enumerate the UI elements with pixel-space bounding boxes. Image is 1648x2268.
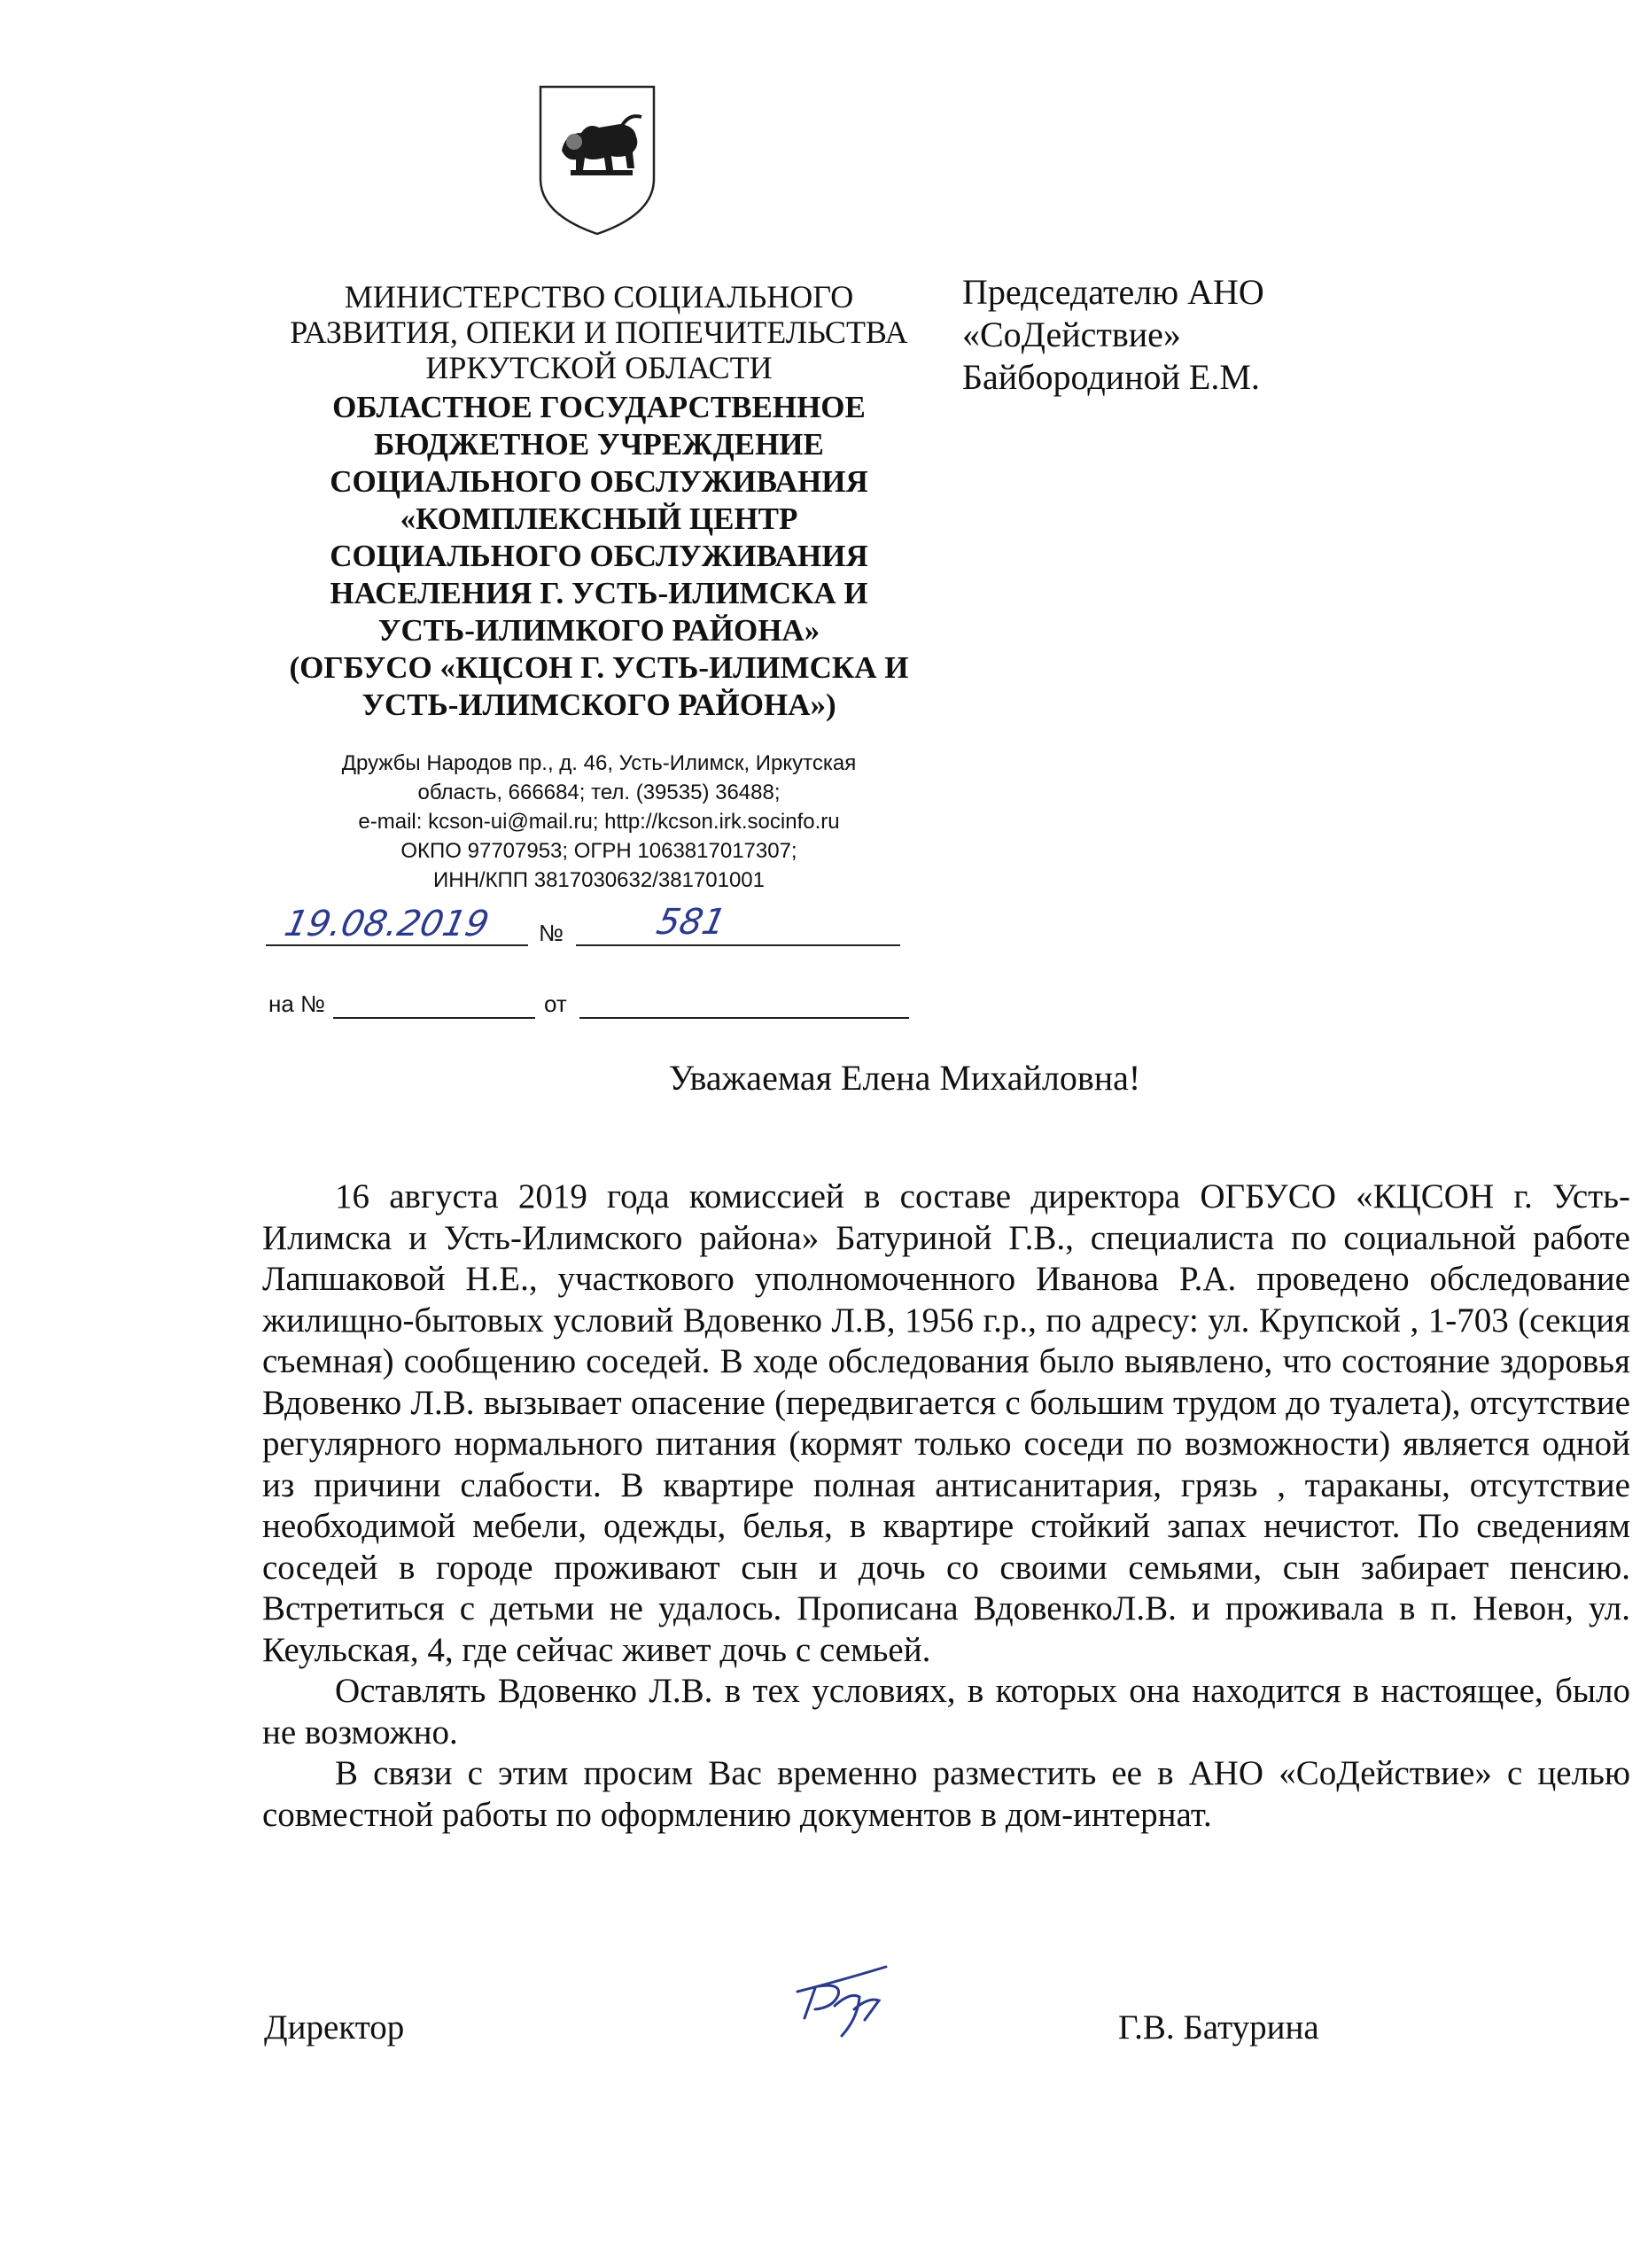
recipient-block: [962, 271, 1264, 399]
coat-of-arms-emblem: [535, 82, 659, 239]
institution-line: ОБЛАСТНОЕ ГОСУДАРСТВЕННОЕ: [332, 390, 866, 424]
from-underline: [579, 1017, 909, 1019]
date-underline: [266, 944, 528, 946]
recipient-line: Байбородиной Е.М.: [962, 357, 1260, 397]
handwritten-date: 19.08.2019: [281, 904, 493, 944]
ministry-name: [262, 279, 936, 385]
reference-label: на №: [268, 990, 325, 1017]
handwritten-number: 581: [653, 902, 730, 943]
reference-underline: [333, 1017, 535, 1019]
institution-line: СОЦИАЛЬНОГО ОБСЛУЖИВАНИЯ: [330, 539, 868, 573]
contact-line: e-mail: kcson-ui@mail.ru; http://kcson.irk.socinfo.ru: [358, 810, 840, 834]
institution-line: УСТЬ-ИЛИМСКОГО РАЙОНА»): [361, 687, 836, 722]
paragraph: Оставлять Вдовенко Л.В. в тех условиях, в которых она находится в настоящее, было не возможно.: [262, 1672, 1630, 1751]
from-label: от: [544, 990, 567, 1017]
institution-line: (ОГБУСО «КЦСОН Г. УСТЬ-ИЛИМСКА И: [289, 650, 909, 685]
sender-organization: [262, 279, 936, 895]
contact-line: ИНН/КПП 3817030632/381701001: [432, 868, 765, 892]
handwritten-signature: [780, 1956, 913, 2045]
recipient-line: «СоДействие»: [962, 315, 1181, 354]
salutation-text: Уважаемая Елена Михайловна!: [668, 1058, 1141, 1098]
signatory-position: Директор: [264, 2008, 405, 2047]
babr-icon: [535, 82, 659, 239]
institution-line: НАСЕЛЕНИЯ Г. УСТЬ-ИЛИМСКА И: [330, 576, 868, 610]
institution-line: БЮДЖЕТНОЕ УЧРЕЖДЕНИЕ: [374, 427, 824, 462]
institution-line: УСТЬ-ИЛИМКОГО РАЙОНА»: [377, 613, 820, 648]
institution-line: СОЦИАЛЬНОГО ОБСЛУЖИВАНИЯ: [330, 464, 868, 499]
signature-icon: [780, 1956, 913, 2045]
institution-line: «КОМПЛЕКСНЫЙ ЦЕНТР: [400, 501, 798, 536]
contact-details: [262, 749, 936, 895]
ministry-line: МИНИСТЕРСТВО СОЦИАЛЬНОГО: [344, 279, 854, 315]
salutation: [0, 1057, 1648, 1099]
signatory-name: Г.В. Батурина: [1118, 2008, 1319, 2047]
letter-body: [262, 1177, 1630, 1836]
institution-name: [262, 389, 936, 724]
number-label: №: [539, 920, 564, 946]
paragraph: 16 августа 2019 года комиссией в составе директора ОГБУСО «КЦСОН г. Усть-Илимска и Усть-Илимского района» Батуриной Г.В., специалиста по социальной работе Лапшаковой Н.Е., участкового уполномоченного Иванова Р.А. проведено обследование жилищно-бытовых условий Вдовенко Л.В, 1956 г.р., по адресу: ул. Крупской , 1-703 (секция съемная) сообщению соседей. В ходе обследования было выявлено, что состояние здоровья Вдовенко Л.В. вызывает опасение (передвигается с большим трудом до туалета), отсутствие регулярного нормального питания (кормят только соседи по возможности) является одной из причини слабости. В квартире полная антисанитария, грязь , тараканы, отсутствие необходимой мебели, одежды, белья, в квартире стойкий запах нечистот. По сведениям соседей в городе проживают сын и дочь со своими семьями, сын забирает пенсию. Встретиться с детьми не удалось. Прописана ВдовенкоЛ.В. и проживала в п. Невон, ул. Кеульская, 4, где сейчас живет дочь с семьей.: [262, 1177, 1630, 1669]
contact-line: область, 666684; тел. (39535) 36488;: [417, 781, 781, 804]
paragraph: В связи с этим просим Вас временно разместить ее в АНО «СоДействие» с целью совместной работы по оформлению документов в дом-интернат.: [262, 1754, 1630, 1834]
recipient-line: Председателю АНО: [962, 272, 1264, 312]
number-underline: [576, 944, 900, 946]
contact-line: Дружбы Народов пр., д. 46, Усть-Илимск, Иркутская: [341, 751, 857, 775]
ministry-line: ИРКУТСКОЙ ОБЛАСТИ: [425, 350, 773, 385]
ministry-line: РАЗВИТИЯ, ОПЕКИ И ПОПЕЧИТЕЛЬСТВА: [290, 315, 908, 350]
contact-line: ОКПО 97707953; ОГРН 1063817017307;: [400, 839, 797, 863]
